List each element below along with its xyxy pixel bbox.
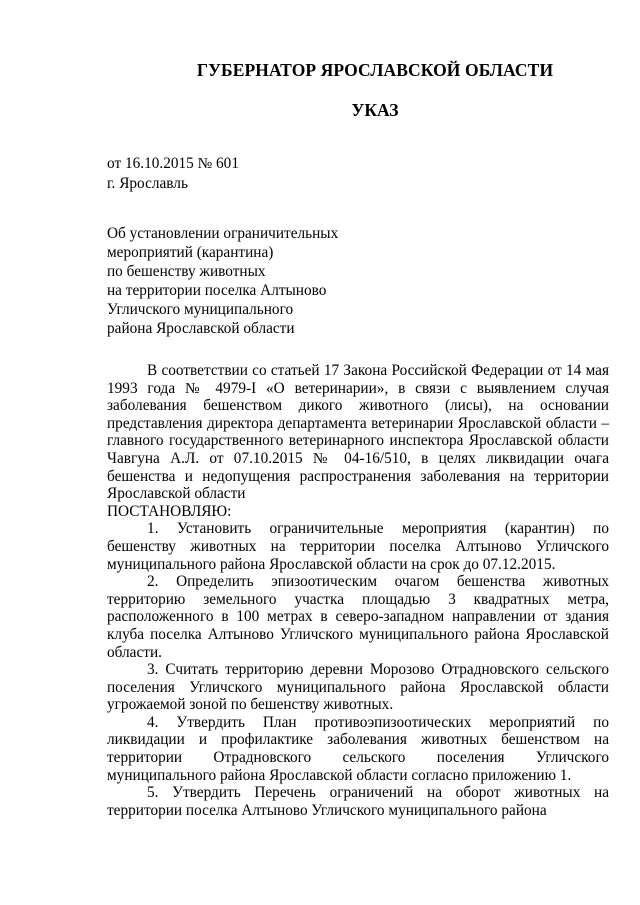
decree-item: 1. Установить ограничительные мероприятия (карантин) по бешенству животных на территории поселка Алтыново Угличского муниципального района Ярославской области на срок до 07.12.2015. xyxy=(107,520,609,573)
decree-item: 2. Определить эпизоотическим очагом бешенства животных территорию земельного участка площадью 3 квадратных метра, расположенного в 100 метрах в северо-западном направлении от здания клуба поселка Алтыново Угличского муниципального района Ярославской области. xyxy=(107,573,609,661)
governor-title: ГУБЕРНАТОР ЯРОСЛАВСКОЙ ОБЛАСТИ xyxy=(196,60,554,80)
subject-line: на территории поселка Алтыново xyxy=(107,282,327,299)
subject-line: района Ярославской области xyxy=(107,320,295,337)
document-meta xyxy=(107,154,239,194)
city: г. Ярославль xyxy=(107,175,188,192)
decree-item: 4. Утвердить План противоэпизоотических мероприятий по ликвидации и профилактике заболевания животных бешенством на территории Отрадновского сельского поселения Угличского муниципального района Ярославской области согласно приложению 1. xyxy=(107,713,609,784)
decree-type: УКАЗ xyxy=(351,100,399,120)
subject-line: Об установлении ограничительных xyxy=(107,225,339,242)
subject-line: по бешенству животных xyxy=(107,263,266,280)
subject-line: Угличского муниципального xyxy=(107,301,294,318)
decree-item: 3. Считать территорию деревни Морозово Отрадновского сельского поселения Угличского муниципального района Ярославской области угрожаемой зоной по бешенству животных. xyxy=(107,661,609,714)
decree-body xyxy=(107,362,609,819)
subject-line: мероприятий (карантина) xyxy=(107,244,274,261)
decree-item: 5. Утвердить Перечень ограничений на оборот животных на территории поселка Алтыново Угличского муниципального района xyxy=(107,784,609,819)
decree-word: ПОСТАНОВЛЯЮ: xyxy=(107,502,232,520)
decree-subject xyxy=(107,224,338,338)
preamble-paragraph: В соответствии со статьей 17 Закона Российской Федерации от 14 мая 1993 года № 4979-I «О ветеринарии», в связи с выявлением случая заболевания бешенством дикого животного (лисы), на основании представления директора департамента ветеринарии Ярославской области – главного государственного ветеринарного инспектора Ярославской области Чавгуна А.Л. от 07.10.2015 № 04-16/510, в целях ликвидации очага бешенства и недопущения распространения заболевания на территории Ярославской области xyxy=(107,362,609,503)
date-number: от 16.10.2015 № 601 xyxy=(107,155,239,172)
